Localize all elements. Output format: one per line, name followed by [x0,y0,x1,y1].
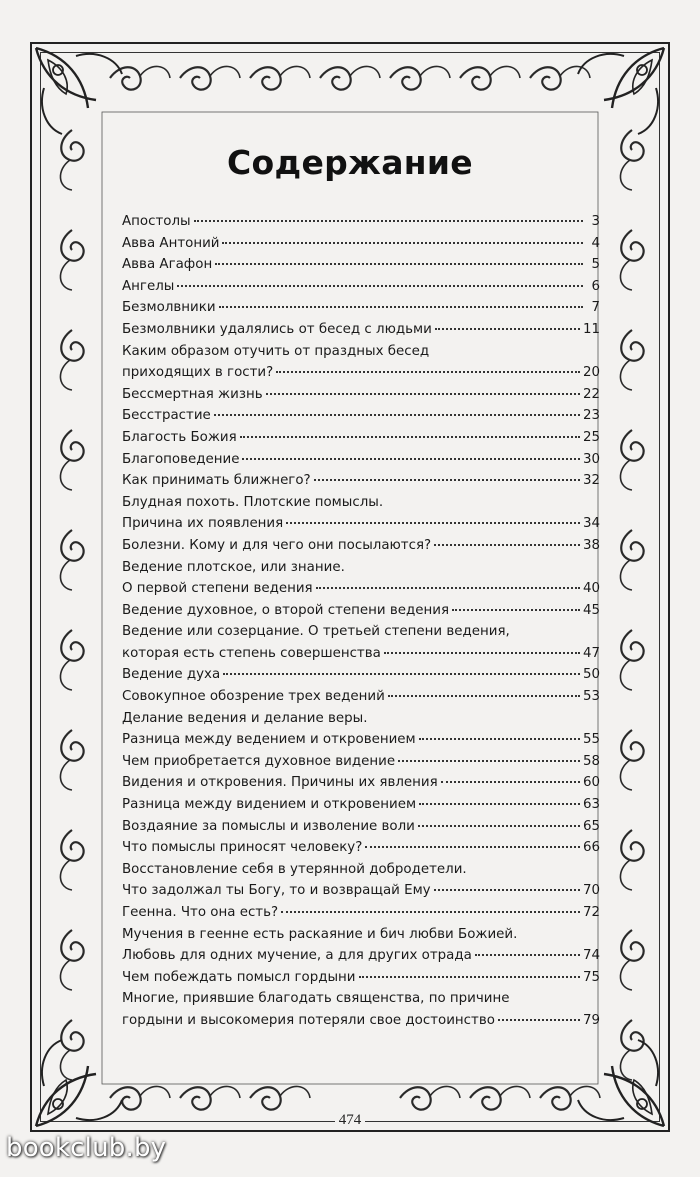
toc-entry-page: 65 [582,818,600,834]
dot-leader [223,673,580,675]
dot-leader [435,328,580,330]
toc-entry [122,297,600,319]
toc-entry-page: 4 [591,235,600,251]
toc-entry-page: 45 [582,602,600,618]
toc-entry-title: Безмолвники удалялись от бесед с людьми [122,321,432,337]
dot-leader [214,414,580,416]
dot-leader [419,803,580,805]
toc-entry-title: Ведение духа [122,667,221,683]
bottom-border-ornament [110,1086,600,1109]
toc-entry [122,1010,600,1032]
dot-leader [194,220,583,222]
toc-entry [122,686,600,708]
toc-entry [122,967,600,989]
dot-leader [434,544,580,546]
dot-leader [418,825,580,827]
toc-entry-lead-line: Ведение плотское, или знание. [122,559,345,575]
toc-entry-page: 5 [591,257,600,273]
dot-leader [266,393,580,395]
table-of-contents [122,211,600,1032]
toc-entry-title: Геенна. Что она есть? [122,905,279,920]
dot-leader [475,954,580,956]
toc-entry [122,880,600,902]
dot-leader [316,587,580,589]
dot-leader [286,522,580,524]
dot-leader [388,695,580,697]
toc-entry-title: Что задолжал ты Богу, то и возвращай Ему [122,883,431,899]
toc-entry-page: 34 [582,516,600,532]
toc-entry-title: Что помыслы приносят человеку? [122,840,363,856]
dot-leader [215,263,583,265]
toc-entry [122,664,600,686]
toc-entry-title: Безмолвники [122,300,216,316]
toc-entry-page: 63 [582,797,600,813]
toc-entry-title: Бесстрастие [122,408,211,424]
dot-leader [452,609,580,611]
dot-leader [240,436,580,438]
toc-entry [122,816,600,838]
watermark: bookclub.by [6,1133,167,1163]
toc-entry-page: 32 [582,473,600,489]
toc-entry-title: Бессмертная жизнь [122,386,263,402]
toc-entry-page: 40 [582,581,600,597]
toc-entry-page: 75 [582,969,600,985]
toc-entry-title: Апостолы [122,214,191,229]
toc-entry-page: 23 [582,408,600,424]
toc-entry-title: Ангелы [122,278,175,294]
dot-leader [359,976,580,978]
left-border-ornament [60,130,83,1080]
toc-entry-title: Причина их появления [122,516,284,532]
toc-entry-title: Авва Агафон [122,257,213,273]
toc-entry [122,254,600,276]
toc-entry-title: Совокупное обозрение трех ведений [122,689,385,705]
toc-entry [122,276,600,298]
toc-entry-lead-line: Делание ведения и делание веры. [122,710,368,726]
toc-entry-page: 38 [582,537,600,553]
toc-entry-page: 50 [582,667,600,683]
toc-entry [122,362,600,384]
toc-entry-lead-line: Восстановление себя в утерянной добродетели. [122,861,467,877]
right-border-ornament [620,130,643,1080]
toc-entry-title: Благоповедение [122,451,240,467]
page-title: Содержание [227,143,473,182]
dot-leader [276,371,580,373]
toc-entry [122,427,600,449]
toc-entry-title: О первой степени ведения [122,581,313,597]
toc-entry-title: которая есть степень совершенства [122,645,381,661]
toc-entry-lead-line: Блудная похоть. Плотские помыслы. [122,494,384,510]
toc-entry-title: Воздаяние за помыслы и изволение воли [122,818,415,834]
toc-entry-lead-line: Мучения в геенне есть раскаяние и бич любви Божией. [122,926,518,942]
dot-leader [365,846,580,848]
toc-entry-title: Чем побеждать помысл гордыни [122,969,356,985]
toc-entry [122,751,600,773]
dot-leader [281,911,580,913]
dot-leader [384,652,580,654]
toc-entry [122,384,600,406]
toc-entry-title: Ведение духовное, о второй степени ведения [122,602,449,618]
dot-leader [219,306,583,308]
toc-entry [122,945,600,967]
toc-entry-page: 53 [582,689,600,705]
toc-entry-title: Как принимать ближнего? [122,473,311,489]
toc-entry [122,837,600,859]
toc-entry-title: приходящих в гости? [122,365,274,381]
toc-entry [122,470,600,492]
toc-entry [122,513,600,535]
toc-entry-title: гордыни и высокомерия потеряли свое достоинство [122,1012,495,1028]
dot-leader [419,738,580,740]
toc-entry [122,319,600,341]
dot-leader [314,479,580,481]
toc-entry [122,643,600,665]
toc-entry-page: 3 [591,214,600,229]
top-border-ornament [110,66,590,89]
toc-entry [122,449,600,471]
toc-entry-title: Разница между ведением и откровением [122,732,416,748]
toc-entry-page: 72 [582,905,600,920]
toc-entry-page: 60 [582,775,600,791]
toc-entry [122,729,600,751]
toc-entry-page: 11 [582,321,600,337]
page-number: 474 [0,1112,700,1129]
dot-leader [441,781,580,783]
toc-entry [122,600,600,622]
toc-entry-page: 55 [582,732,600,748]
toc-entry-page: 30 [582,451,600,467]
toc-entry-page: 7 [591,300,600,316]
toc-entry-lead-line: Многие, приявшие благодать священства, по причине [122,991,510,1007]
dot-leader [434,889,580,891]
toc-entry-page: 66 [582,840,600,856]
toc-entry-page: 79 [582,1012,600,1028]
toc-entry-title: Авва Антоний [122,235,220,251]
toc-entry [122,211,600,233]
dot-leader [177,285,583,287]
toc-entry-title: Любовь для одних мучение, а для других отрада [122,948,472,964]
toc-entry [122,794,600,816]
toc-entry-lead-line: Каким образом отучить от праздных бесед [122,343,430,359]
toc-entry-page: 6 [591,278,600,294]
toc-entry-page: 20 [582,365,600,381]
toc-entry-page: 58 [582,753,600,769]
toc-entry-page: 70 [582,883,600,899]
toc-entry [122,902,600,924]
toc-entry [122,535,600,557]
dot-leader [242,458,580,460]
dot-leader [398,760,580,762]
toc-entry [122,772,600,794]
toc-entry-page: 74 [582,948,600,964]
toc-entry-page: 47 [582,645,600,661]
dot-leader [498,1019,580,1021]
toc-entry [122,233,600,255]
toc-entry [122,578,600,600]
toc-entry-title: Видения и откровения. Причины их явления [122,775,438,791]
toc-entry-page: 25 [582,429,600,445]
toc-entry-title: Чем приобретается духовное видение [122,753,396,769]
toc-entry [122,405,600,427]
toc-entry-title: Разница между видением и откровением [122,797,417,813]
toc-entry-title: Благость Божия [122,429,237,445]
toc-entry-lead-line: Ведение или созерцание. О третьей степени ведения, [122,624,510,640]
toc-entry-title: Болезни. Кому и для чего они посылаются? [122,537,432,553]
toc-entry-page: 22 [582,386,600,402]
dot-leader [222,242,583,244]
